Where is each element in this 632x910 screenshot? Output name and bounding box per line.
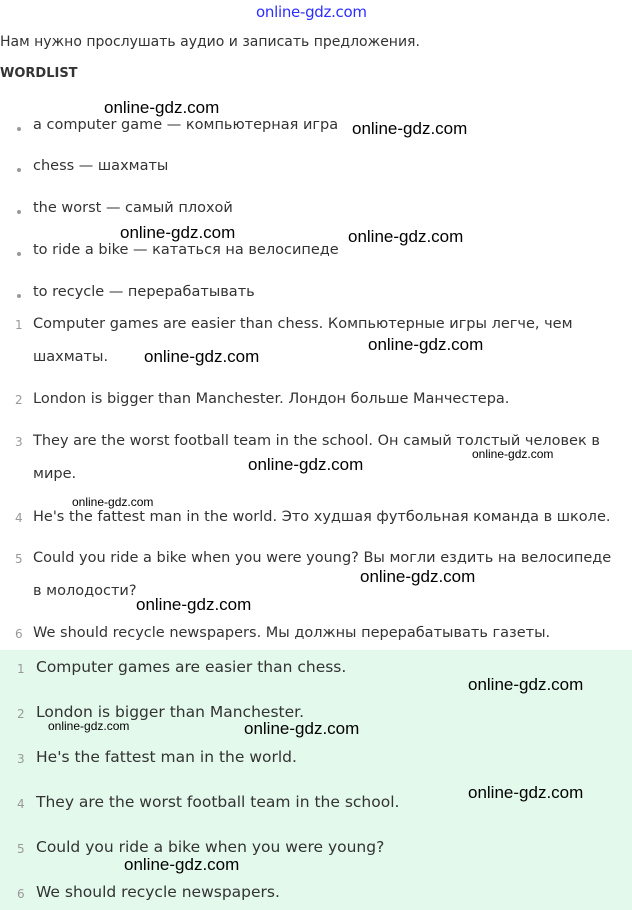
sentence-line: London is bigger than Manchester. Лондон больше Манчестера. bbox=[33, 391, 510, 407]
wordlist-item: to recycle — перерабатывать bbox=[33, 284, 255, 300]
bullet-icon bbox=[17, 210, 21, 214]
watermark: online-gdz.com bbox=[244, 719, 360, 738]
answer-number: 3 bbox=[17, 752, 25, 766]
answer-line: Computer games are easier than chess. bbox=[36, 658, 347, 676]
sentence-line: в молодости? bbox=[33, 583, 137, 599]
watermark: online-gdz.com bbox=[144, 347, 260, 366]
answer-number: 4 bbox=[17, 797, 25, 811]
watermark: online-gdz.com bbox=[352, 119, 468, 138]
bullet-icon bbox=[17, 127, 21, 131]
wordlist-title: WORDLIST bbox=[0, 66, 78, 81]
intro-text: Нам нужно прослушать аудио и записать предложения. bbox=[0, 34, 420, 50]
sentence-number: 2 bbox=[15, 393, 23, 407]
sentence-number: 5 bbox=[15, 552, 23, 566]
answer-line: They are the worst football team in the school. bbox=[36, 793, 400, 811]
answer-number: 6 bbox=[17, 887, 25, 901]
sentence-line: We should recycle newspapers. Мы должны перерабатывать газеты. bbox=[33, 625, 551, 641]
watermark: online-gdz.com bbox=[104, 98, 220, 117]
bullet-icon bbox=[17, 252, 21, 256]
wordlist-item: the worst — самый плохой bbox=[33, 200, 233, 216]
header-watermark: online-gdz.com bbox=[256, 3, 367, 21]
sentence-line: Computer games are easier than chess. Компьютерные игры легче, чем bbox=[33, 316, 573, 332]
bullet-icon bbox=[17, 168, 21, 172]
sentence-line: мире. bbox=[33, 466, 77, 482]
watermark: online-gdz.com bbox=[468, 675, 584, 694]
watermark: online-gdz.com bbox=[368, 335, 484, 354]
wordlist-item: to ride a bike — кататься на велосипеде bbox=[33, 242, 339, 258]
watermark: online-gdz.com bbox=[124, 855, 240, 874]
watermark: online-gdz.com bbox=[72, 495, 154, 509]
sentence-line: He's the fattest man in the world. Это худшая футбольная команда в школе. bbox=[33, 509, 611, 525]
watermark: online-gdz.com bbox=[360, 567, 476, 586]
answer-line: He's the fattest man in the world. bbox=[36, 748, 297, 766]
sentence-number: 4 bbox=[15, 511, 23, 525]
bullet-icon bbox=[17, 294, 21, 298]
sentence-line: They are the worst football team in the school. Он самый толстый человек в bbox=[33, 433, 600, 449]
answer-number: 2 bbox=[17, 707, 25, 721]
watermark: online-gdz.com bbox=[248, 455, 364, 474]
answer-number: 5 bbox=[17, 842, 25, 856]
sentence-line: шахматы. bbox=[33, 349, 109, 365]
sentence-line: Could you ride a bike when you were young? Вы могли ездить на велосипеде bbox=[33, 550, 612, 566]
wordlist-item: chess — шахматы bbox=[33, 158, 169, 174]
watermark: online-gdz.com bbox=[468, 783, 584, 802]
answer-line: We should recycle newspapers. bbox=[36, 883, 280, 901]
answer-line: London is bigger than Manchester. bbox=[36, 703, 305, 721]
sentence-number: 3 bbox=[15, 435, 23, 449]
watermark: online-gdz.com bbox=[472, 447, 554, 461]
watermark: online-gdz.com bbox=[120, 223, 236, 242]
watermark: online-gdz.com bbox=[136, 595, 252, 614]
answer-number: 1 bbox=[17, 662, 25, 676]
answer-line: Could you ride a bike when you were young? bbox=[36, 838, 385, 856]
watermark: online-gdz.com bbox=[348, 227, 464, 246]
sentence-number: 1 bbox=[15, 318, 23, 332]
sentence-number: 6 bbox=[15, 627, 23, 641]
wordlist-item: a computer game — компьютерная игра bbox=[33, 117, 339, 133]
watermark: online-gdz.com bbox=[48, 719, 130, 733]
